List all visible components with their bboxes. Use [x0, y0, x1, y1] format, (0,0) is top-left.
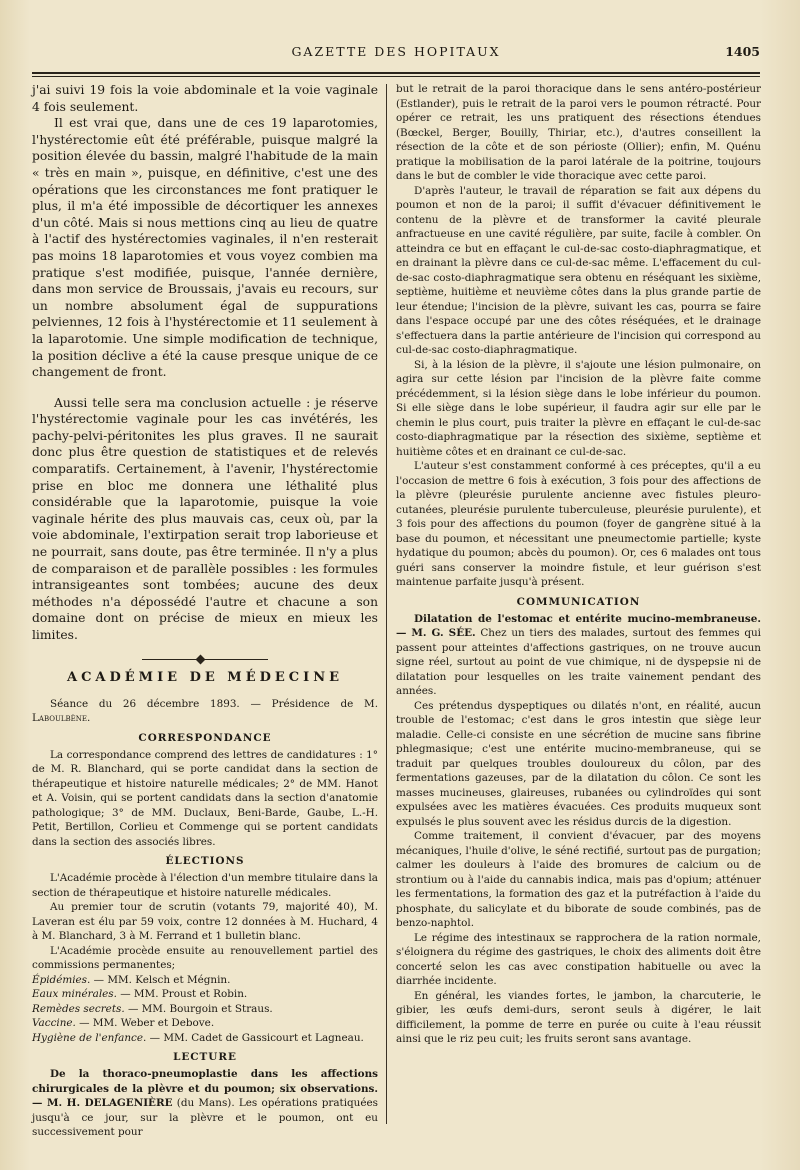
communication-title: Dilatation de l'estomac et entérite mucino-membraneuse. — M. G. SÉE.	[396, 612, 761, 639]
paragraph: j'ai suivi 19 fois la voie abdominale et la voie vaginale 4 fois seulement.	[32, 83, 378, 114]
lecture-author: M. H. DELAGENIÈRE	[46, 1097, 173, 1110]
subheading-elections: ÉLECTIONS	[165, 855, 245, 868]
paragraph: En général, les viandes fortes, le jambon, la charcuterie, le gibier, les œufs demi-durs, seront seuls à digérer, le lait difficilement, la pomme de terre en purée ou cuite à l'eau réussit ainsi que le riz peu cuit; les fruits seront sans avantage.	[396, 989, 761, 1045]
commission-line: Vaccine. — MM. Weber et Debove.	[32, 1017, 215, 1030]
paragraph: La correspondance comprend des lettres de candidatures : 1° de M. R. Blanchard, qui se porte candidat dans la section de thérapeutique et histoire naturelle médicales; 2° de MM. Hanot et A. Voisin, qui se portent candidats dans la section d'anatomie pathologique; 3° de MM. Duclaux, Beni-Barde, Gaube, L.-H. Petit, Bertillon, Corlieu et Commenge qui se portent candidats dans la section des associés libres.	[32, 748, 378, 848]
commission-line: Épidémies. — MM. Kelsch et Mégnin.	[32, 973, 231, 986]
commission-line: Hygiène de l'enfance. — MM. Cadet de Gassicourt et Lagneau.	[32, 1031, 364, 1044]
page-header	[32, 40, 760, 62]
president-name: Laboulbène.	[32, 712, 91, 725]
lecture-text: (du Mans). Les opérations pratiquées jusqu'à ce jour, sur la plèvre et le poumon, ont eu successivement pour	[32, 1097, 379, 1139]
subheading-correspondance: CORRESPONDANCE	[138, 731, 272, 744]
lecture-title: De la thoraco-pneumoplastie dans les affections chirurgicales de la plèvre et du poumon; six observations. —	[32, 1068, 378, 1110]
paragraph: Au premier tour de scrutin (votants 79, majorité 40), M. Laveran est élu par 59 voix, contre 12 données à M. Huchard, 4 à M. Blanchard, 3 à M. Ferrand et 1 bulletin blanc.	[32, 901, 378, 943]
paragraph: Ces prétendus dyspeptiques ou dilatés n'ont, en réalité, aucun trouble de l'estomac; c'est dans le gros intestin que siège leur maladie. Celle-ci consiste en une sécrétion de mucine sans fibrine phlegmasique; c'est une entérite mucino-membraneuse, qui se traduit par quelques troubles douloureux du côlon, par des fermentations gazeuses, par de la dilatation du côlon. Ce sont les masses mucineuses, glaireuses, rubanées ou cylindroïdes qui sont expulsées avec les matières évacuées. Ces produits muqueux sont expulsés le plus souvent avec les résidus durcis de la digestion.	[396, 699, 761, 828]
communication-text: Chez un tiers des malades, surtout des femmes qui passent pour atteintes d'affections gastriques, on ne trouve aucun signe réel, surtout au point de vue chimique, ni de dyspepsie ni de dilatation pour lesquelles on les traite vainement pendant des années.	[396, 627, 761, 697]
communication-paragraph	[396, 612, 761, 699]
paragraph: Aussi telle sera ma conclusion actuelle : je réserve l'hystérectomie vaginale pour les cas invétérés, les pachy-pelvi-péritonites les plus graves. Il ne saurait donc plus être question de statistiques et de relevés comparatifs. Certainement, à l'avenir, l'hystérectomie prise en bloc me donnera une léthalité plus considérable que la laparotomie, puisque la voie vaginale hérite des plus mauvais cas, ceux où, par la voie abdominale, l'extirpation serait trop laborieuse et ne pourrait, sans doute, pas être terminée. Il n'y a plus de comparaison et de parallèle possibles : les formules intransigeantes sont tombées; aucune des deux méthodes n'a dépossédé l'autre et chacune a son domaine dont on précise de mieux en mieux les limites.	[32, 395, 378, 642]
commission-line: Eaux minérales. — MM. Proust et Robin.	[32, 988, 248, 1001]
page-number: 1405	[725, 44, 760, 59]
paragraph: Le régime des intestinaux se rapprochera de la ration normale, s'éloignera du régime des gastriques, le choix des aliments doit être concerté selon les cas avec constipation habituelle ou avec la diarrhée incidente.	[396, 931, 761, 987]
right-column	[396, 82, 761, 1132]
paragraph: Si, à la lésion de la plèvre, il s'ajoute une lésion pulmonaire, on agira sur cette lésion par l'incision de la plèvre faite comme précédemment, si la lésion siège dans le lobe inférieur du poumon. Si elle siège dans le lobe supérieur, il faudra agir sur elle par le chemin le plus court, puis traiter la plèvre en effaçant le cul-de-sac costo-diaphragmatique par la résection des sixième, septième et huitième côtes et en drainant ce cul-de-sac.	[396, 358, 761, 458]
subheading-communication: COMMUNICATION	[516, 595, 641, 608]
header-rule-thin	[32, 76, 760, 77]
header-rule-thick	[32, 72, 760, 74]
journal-title: GAZETTE DES HOPITAUX	[291, 44, 501, 59]
column-separator	[386, 84, 387, 1124]
lecture-paragraph	[32, 1067, 378, 1140]
seance-text: Séance du 26 décembre 1893. — Présidence de M.	[50, 697, 378, 710]
paragraph: L'Académie procède à l'élection d'un membre titulaire dans la section de thérapeutique et histoire naturelle médicales.	[32, 872, 378, 899]
paragraph: but le retrait de la paroi thoracique dans le sens antéro-postérieur (Estlander), puis le retrait de la paroi vers le poumon rétracté. Pour opérer ce retrait, les uns pratiquent des résections étendues (Bœckel, Berger, Bouilly, Thiriar, etc.), d'autres conseillent la résection de la côte et de son périoste (Ollier); enfin, M. Quénu pratique la mobilisation de la paroi latérale de la poitrine, toujours dans le but de combler le vide thoracique avec cette paroi.	[396, 83, 761, 182]
section-ornament	[32, 654, 378, 666]
section-title: ACADÉMIE DE MÉDECINE	[66, 669, 343, 685]
subheading-lecture: LECTURE	[173, 1051, 237, 1064]
paragraph: L'auteur s'est constamment conformé à ces préceptes, qu'il a eu l'occasion de mettre 6 fois à exécution, 3 fois pour des affections de la plèvre (pleurésie purulente ancienne avec fistules pleuro-cutanées, pleurésie purulente tuberculeuse, pleurésie purulente), et 3 fois pour des affections du poumon (foyer de gangrène situé à la base du poumon, et nécessitant une pneumectomie partielle; kyste hydatique du poumon; abcès du poumon). Or, ces 6 malades ont tous guéri sans conserver la moindre fistule, et leur guérison s'est maintenue parfaite jusqu'à présent.	[396, 460, 761, 588]
paragraph: Comme traitement, il convient d'évacuer, par des moyens mécaniques, l'huile d'olive, le séné rectifié, surtout pas de purgation; calmer les douleurs à l'aide des bromures de calcium ou de strontium ou à l'aide du cannabis indica, mais pas d'opium; atténuer les fermentations, la formation des gaz et la putréfaction à l'aide du phosphate, du salicylate et du biborate de soude combinés, pas de benzo-naphtol.	[396, 830, 761, 929]
paragraph: Il est vrai que, dans une de ces 19 laparotomies, l'hystérectomie eût été préférable, puisque malgré la position élevée du bassin, malgré l'habitude de la main « très en main », puisque, en définitive, c'est une des opérations que les circonstances me font pratiquer le plus, il m'a été impossible de décortiquer les annexes d'un côté. Mais si nous mettions cinq au lieu de quatre à l'actif des hystérectomies vaginales, il n'en resterait pas moins 18 laparotomies et vous voyez combien ma pratique s'est modifiée, puisque, l'année dernière, dans mon service de Broussais, j'avais eu recours, sur un nombre absolument égal de suppurations pelviennes, 12 fois à l'hystérectomie et 11 seulement à la laparotomie. Une simple modification de technique, la position déclive a été la cause presque unique de ce changement de front.	[32, 116, 378, 380]
left-column	[32, 82, 379, 1139]
seance-line	[32, 697, 378, 726]
commission-line: Remèdes secrets. — MM. Bourgoin et Straus.	[32, 1002, 273, 1015]
paragraph: L'Académie procède ensuite au renouvellement partiel des commissions permanentes;	[32, 944, 378, 972]
paragraph: D'après l'auteur, le travail de réparation se fait aux dépens du poumon et non de la paroi; il suffit d'évacuer définitivement le contenu de la plèvre et de transformer la cavité pleurale anfractueuse en une cavité régulière, par suite, facile à combler. On atteindra ce but en effaçant le cul-de-sac costo-diaphragmatique, et en drainant la plèvre dans ce cul-de-sac même. L'effacement du cul-de-sac costo-diaphragmatique sera obtenu en réséquant les sixième, septième, huitième et neuvième côtes dans la plus grande partie de leur étendue; l'incision de la plèvre, suivant les cas, pourra se faire dans l'espace occupé par une des côtes réséquées, et le drainage s'effectuera dans la partie antérieure de l'incision qui correspond au cul-de-sac costo-diaphragmatique.	[396, 184, 761, 356]
